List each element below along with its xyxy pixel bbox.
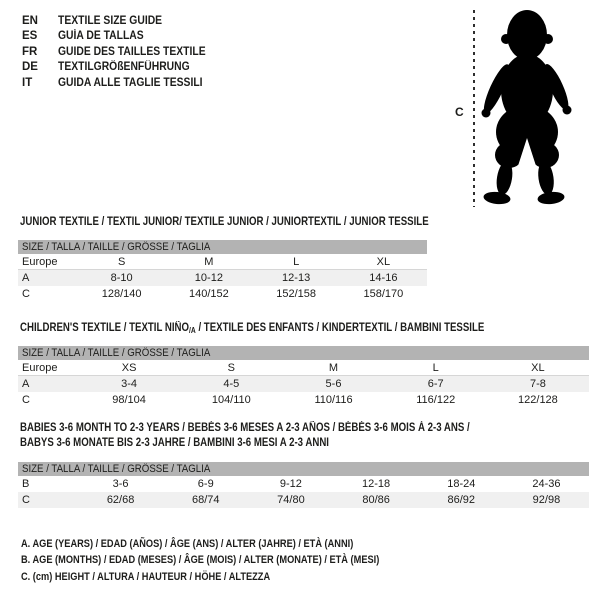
- row-label: C: [22, 288, 30, 301]
- size-cell: 10-12: [194, 272, 223, 285]
- children-size-table: [18, 346, 589, 409]
- size-cell: 86/92: [447, 494, 476, 507]
- row-label: C: [22, 494, 30, 507]
- babies-size-table: [18, 462, 589, 508]
- language-code: DE: [22, 61, 38, 74]
- baby-silhouette-icon: [480, 8, 572, 208]
- height-row-c: [18, 492, 589, 508]
- size-cell: 158/170: [363, 288, 404, 301]
- language-label: GUIDA ALLE TAGLIE TESSILI: [58, 76, 203, 89]
- babies-title-line2: BABYS 3-6 MONATE BIS 2-3 JAHRE / BAMBINI 3-6 MESI A 2-3 ANNI: [20, 437, 329, 449]
- size-cell: 12-18: [362, 478, 391, 491]
- height-c-label: C: [455, 105, 464, 119]
- size-cell: S: [117, 255, 126, 268]
- size-cell: 62/68: [106, 494, 135, 507]
- size-cell: 116/122: [416, 394, 456, 407]
- language-label: TEXTILGRÖßENFÜHRUNG: [58, 61, 190, 74]
- size-header-text: SIZE / TALLA / TAILLE / GRÖSSE / TAGLIA: [22, 241, 211, 253]
- size-cell: 18-24: [447, 478, 476, 491]
- size-cell: 3-6: [112, 478, 129, 491]
- row-label: B: [22, 478, 30, 491]
- size-header-bar: [18, 240, 427, 254]
- children-title-post: / TEXTILE DES ENFANTS / KINDERTEXTIL / BAMBINI TESSILE: [195, 322, 485, 334]
- size-cell: S: [227, 361, 235, 374]
- size-cell: 98/104: [112, 394, 146, 407]
- size-cell: 74/80: [277, 494, 305, 507]
- size-cell: 80/86: [362, 494, 390, 507]
- size-cell: 92/98: [532, 494, 561, 507]
- size-cell: 7-8: [529, 378, 546, 391]
- size-cell: 12-13: [282, 272, 311, 285]
- language-label: TEXTILE SIZE GUIDE: [58, 15, 163, 27]
- size-header-bar: [18, 346, 589, 360]
- language-row: [22, 29, 222, 44]
- language-code: FR: [22, 45, 38, 58]
- size-cell: 110/116: [314, 394, 353, 407]
- row-label: Europe: [22, 361, 58, 374]
- height-row-c: [18, 392, 589, 408]
- size-cell: M: [328, 361, 339, 374]
- size-cell: 6-9: [197, 478, 214, 491]
- junior-title-text: JUNIOR TEXTILE / TEXTIL JUNIOR/ TEXTILE JUNIOR / JUNIORTEXTIL / JUNIOR TESSILE: [20, 216, 429, 228]
- size-cell: 3-4: [121, 378, 138, 391]
- size-cell: XL: [531, 361, 545, 374]
- size-cell: 128/140: [101, 288, 142, 301]
- children-title-subscript: /A: [189, 326, 196, 335]
- size-cell: 152/158: [276, 288, 316, 301]
- language-row: [22, 76, 222, 91]
- size-cell: L: [293, 255, 300, 268]
- height-row-c: [18, 286, 427, 302]
- size-row-europe: [18, 360, 589, 376]
- language-label: GUIDE DES TAILLES TEXTILE: [58, 45, 206, 58]
- size-header-text: SIZE / TALLA / TAILLE / GRÖSSE / TAGLIA: [22, 463, 211, 475]
- junior-size-table: [18, 240, 427, 303]
- size-cell: 104/110: [211, 394, 251, 407]
- row-label: A: [22, 378, 30, 391]
- size-cell: XS: [121, 361, 137, 374]
- size-cell: L: [432, 361, 439, 374]
- language-label: GUÍA DE TALLAS: [58, 30, 144, 43]
- note-c: [21, 569, 448, 585]
- size-row-europe: [18, 254, 427, 270]
- junior-table-title: [20, 216, 506, 228]
- note-b-text: B. AGE (MONTHS) / EDAD (MESES) / ÂGE (MOIS) / ALTER (MONATE) / ETÀ (MESI): [21, 554, 380, 567]
- note-b: [21, 552, 448, 568]
- size-cell: 5-6: [325, 378, 342, 391]
- children-title-text: [20, 322, 484, 335]
- size-cell: M: [204, 255, 214, 268]
- note-a-text: A. AGE (YEARS) / EDAD (AÑOS) / ÂGE (ANS) / ALTER (JAHRE) / ETÀ (ANNI): [21, 538, 354, 550]
- babies-table-title: [20, 422, 555, 449]
- size-cell: 9-12: [279, 478, 302, 491]
- language-list: [22, 14, 222, 91]
- children-table-title: [20, 322, 573, 335]
- size-header-text: SIZE / TALLA / TAILLE / GRÖSSE / TAGLIA: [22, 347, 211, 359]
- note-a: [21, 536, 448, 552]
- size-cell: 6-7: [427, 378, 444, 391]
- size-header-bar: [18, 462, 589, 476]
- language-row: [22, 60, 222, 75]
- note-c-text: C. (cm) HEIGHT / ALTURA / HAUTEUR / HÖHE / ALTEZZA: [21, 570, 271, 583]
- children-title-pre: CHILDREN'S TEXTILE / TEXTIL NIÑO: [20, 322, 190, 334]
- size-cell: 122/128: [518, 394, 558, 407]
- size-cell: 140/152: [188, 288, 229, 301]
- row-label: A: [22, 272, 30, 285]
- language-code: EN: [22, 15, 38, 27]
- language-row: [22, 45, 222, 60]
- babies-title-line1: BABIES 3-6 MONTH TO 2-3 YEARS / BEBÉS 3-6 MESES A 2-3 AÑOS / BÉBÉS 3-6 MOIS À 2-3 ANS /: [20, 422, 470, 434]
- size-cell: 68/74: [191, 494, 220, 507]
- language-code: IT: [22, 76, 33, 89]
- language-code: ES: [22, 30, 38, 43]
- size-cell: 14-16: [369, 272, 398, 285]
- age-row-a: [18, 270, 427, 286]
- size-cell: 24-36: [532, 478, 561, 491]
- language-row: [22, 14, 222, 29]
- size-cell: 4-5: [223, 378, 240, 391]
- age-row-b: [18, 476, 589, 492]
- size-cell: XL: [376, 255, 391, 268]
- row-label: C: [22, 394, 30, 407]
- size-cell: 8-10: [110, 272, 133, 285]
- height-measure-dotted-line: [473, 10, 475, 207]
- row-label: Europe: [22, 255, 58, 268]
- age-row-a: [18, 376, 589, 392]
- legend-notes: [21, 536, 448, 585]
